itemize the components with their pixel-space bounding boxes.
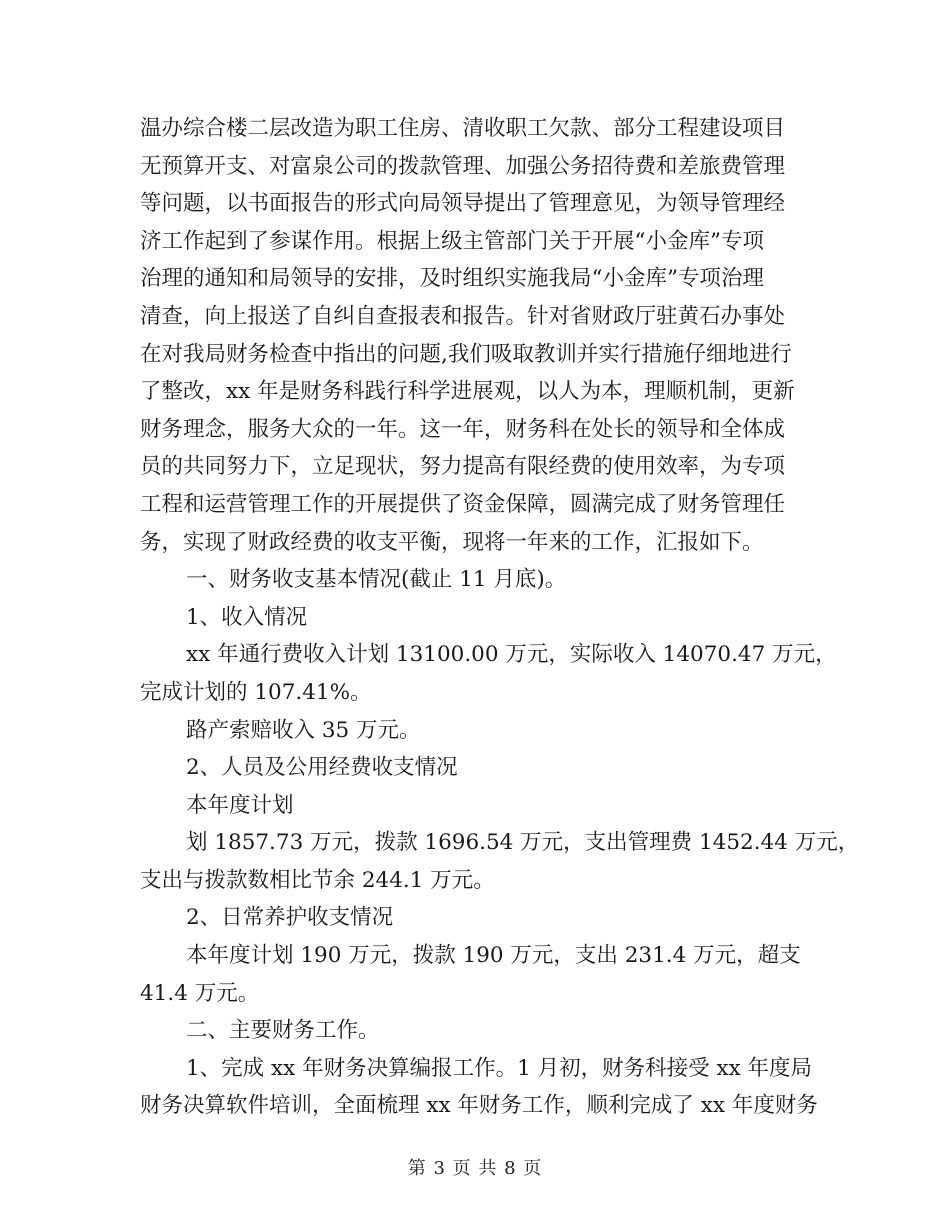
text-line: 划 1857.73 万元，拨款 1696.54 万元，支出管理费 1452.44 万元， xyxy=(186,830,860,856)
text-line: 41.4 万元。 xyxy=(140,980,260,1006)
text-line: 路产索赔收入 35 万元。 xyxy=(186,717,421,743)
text-line: 无预算开支、对富泉公司的拨款管理、加强公务招待费和差旅费管理 xyxy=(140,153,786,179)
body-text xyxy=(140,110,860,1125)
text-line: 1、完成 xx 年财务决算编报工作。1 月初，财务科接受 xx 年度局 xyxy=(186,1055,813,1081)
text-line: 财务决算软件培训，全面梳理 xx 年财务工作，顺利完成了 xx 年度财务 xyxy=(140,1093,818,1119)
text-line: 支出与拨款数相比节余 244.1 万元。 xyxy=(140,867,495,893)
subsection-heading: 2、人员及公用经费收支情况 xyxy=(186,755,458,781)
text-line: 本年度计划 xyxy=(186,792,294,818)
text-line: xx 年通行费收入计划 13100.00 万元，实际收入 14070.47 万元， xyxy=(186,642,837,668)
text-line: 在对我局财务检查中指出的问题,我们吸取教训并实行措施仔细地进行 xyxy=(140,341,792,367)
text-line: 本年度计划 190 万元，拨款 190 万元，支出 231.4 万元，超支 xyxy=(186,943,801,969)
text-line: 了整改，xx 年是财务科践行科学进展观，以人为本，理顺机制，更新 xyxy=(140,379,795,405)
text-line: 清查，向上报送了自纠自查报表和报告。针对省财政厅驻黄石办事处 xyxy=(140,303,786,329)
text-line: 等问题，以书面报告的形式向局领导提出了管理意见，为领导管理经 xyxy=(140,191,786,217)
subsection-heading: 1、收入情况 xyxy=(186,604,308,630)
text-line: 治理的通知和局领导的安排，及时组织实施我局“小金库”专项治理 xyxy=(140,266,764,292)
text-line: 工程和运营管理工作的开展提供了资金保障，圆满完成了财务管理任 xyxy=(140,491,786,517)
text-line: 财务理念，服务大众的一年。这一年，财务科在处长的领导和全体成 xyxy=(140,416,786,442)
section-heading: 二、主要财务工作。 xyxy=(186,1018,380,1044)
text-line: 务，实现了财政经费的收支平衡，现将一年来的工作，汇报如下。 xyxy=(140,529,764,555)
text-line: 济工作起到了参谋作用。根据上级主管部门关于开展“小金库”专项 xyxy=(140,228,764,254)
section-heading: 一、财务收支基本情况(截止 11 月底)。 xyxy=(186,567,567,593)
text-line: 完成计划的 107.41%。 xyxy=(140,679,372,705)
page-footer: 第 3 页 共 8 页 xyxy=(407,1158,543,1179)
text-line: 员的共同努力下，立足现状，努力提高有限经费的使用效率，为专项 xyxy=(140,454,786,480)
text-line: 温办综合楼二层改造为职工住房、清收职工欠款、部分工程建设项目 xyxy=(140,116,786,141)
subsection-heading: 2、日常养护收支情况 xyxy=(186,905,394,931)
